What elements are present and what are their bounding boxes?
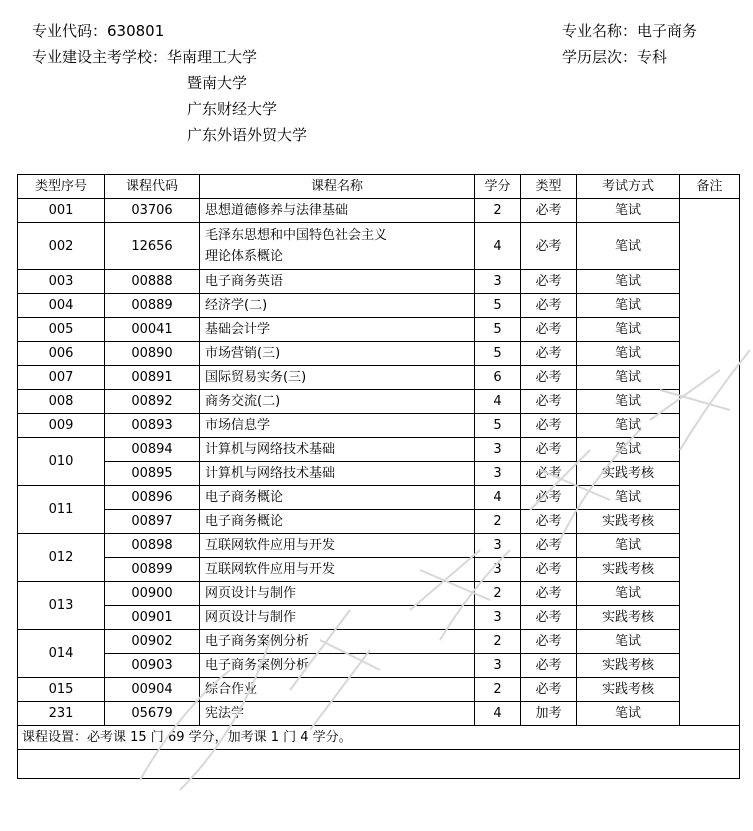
course-name-line: 互联网软件应用与开发 [205, 538, 336, 553]
course-name-line: 基础会计学 [205, 322, 271, 337]
school-name: 华南理工大学 [167, 48, 258, 66]
course-name-line: 经济学(二) [205, 298, 268, 313]
cell-exam: 实践考核 [577, 654, 680, 678]
cell-code: 00891 [105, 366, 200, 390]
cell-seq: 014 [18, 630, 105, 678]
header-right [562, 18, 697, 70]
cell-credit: 3 [475, 606, 521, 630]
cell-exam: 笔试 [577, 390, 680, 414]
course-name-line: 市场营销(三) [205, 346, 281, 361]
cell-seq: 009 [18, 414, 105, 438]
cell-credit: 2 [475, 630, 521, 654]
course-name-line: 国际贸易实务(三) [205, 370, 307, 385]
course-name-line: 宪法学 [205, 706, 245, 721]
table-row [18, 678, 740, 702]
major-name: 专业名称：电子商务 [562, 22, 698, 40]
table-row [18, 654, 740, 678]
cell-exam: 笔试 [577, 534, 680, 558]
cell-credit: 4 [475, 486, 521, 510]
table-row [18, 630, 740, 654]
cell-seq: 231 [18, 702, 105, 726]
header-left [32, 18, 307, 148]
cell-credit: 4 [475, 223, 521, 270]
cell-name [200, 390, 475, 414]
cell-type: 必考 [521, 223, 577, 270]
table-row [18, 270, 740, 294]
course-name-line: 电子商务案例分析 [205, 658, 310, 673]
cell-exam: 笔试 [577, 438, 680, 462]
cell-code: 00895 [105, 462, 200, 486]
cell-credit: 5 [475, 342, 521, 366]
table-row [18, 558, 740, 582]
table-row [18, 606, 740, 630]
cell-exam: 笔试 [577, 414, 680, 438]
course-table [17, 174, 740, 779]
cell-exam: 实践考核 [577, 678, 680, 702]
cell-name [200, 199, 475, 223]
cell-credit: 3 [475, 438, 521, 462]
major-code: 专业代码：630801 [32, 22, 165, 40]
cell-code: 00900 [105, 582, 200, 606]
cell-seq: 004 [18, 294, 105, 318]
cell-type: 必考 [521, 678, 577, 702]
cell-code: 00041 [105, 318, 200, 342]
schools-first-line [32, 44, 307, 70]
col-header: 备注 [680, 175, 740, 199]
education-level: 学历层次：专科 [562, 48, 668, 66]
cell-code: 00904 [105, 678, 200, 702]
table-row [18, 390, 740, 414]
cell-seq: 005 [18, 318, 105, 342]
cell-seq: 012 [18, 534, 105, 582]
table-row [18, 318, 740, 342]
cell-exam: 笔试 [577, 702, 680, 726]
cell-name [200, 438, 475, 462]
summary-row [18, 726, 740, 750]
cell-type: 必考 [521, 654, 577, 678]
cell-credit: 5 [475, 414, 521, 438]
cell-type: 必考 [521, 462, 577, 486]
course-name-line: 电子商务概论 [205, 490, 284, 505]
schools-label: 专业建设主考学校： [32, 48, 168, 66]
cell-exam: 笔试 [577, 342, 680, 366]
cell-type: 必考 [521, 558, 577, 582]
cell-name [200, 462, 475, 486]
cell-name [200, 223, 475, 270]
cell-exam: 实践考核 [577, 510, 680, 534]
cell-seq: 011 [18, 486, 105, 534]
cell-credit: 3 [475, 534, 521, 558]
course-name-line: 综合作业 [205, 682, 258, 697]
cell-code: 00892 [105, 390, 200, 414]
table-body [18, 199, 740, 779]
cell-type: 必考 [521, 606, 577, 630]
cell-credit: 4 [475, 702, 521, 726]
cell-exam: 笔试 [577, 318, 680, 342]
course-name-line: 市场信息学 [205, 418, 271, 433]
table-row [18, 462, 740, 486]
cell-credit: 3 [475, 462, 521, 486]
cell-exam: 笔试 [577, 582, 680, 606]
cell-name [200, 606, 475, 630]
cell-code: 00889 [105, 294, 200, 318]
cell-code: 00902 [105, 630, 200, 654]
cell-code: 05679 [105, 702, 200, 726]
school-name: 暨南大学 [187, 74, 248, 92]
cell-name [200, 414, 475, 438]
cell-type: 必考 [521, 294, 577, 318]
cell-remark [680, 199, 740, 726]
empty-row [18, 750, 740, 779]
table-row [18, 534, 740, 558]
cell-credit: 5 [475, 318, 521, 342]
cell-type: 必考 [521, 414, 577, 438]
school-name: 广东外语外贸大学 [187, 126, 308, 144]
cell-name [200, 654, 475, 678]
table-row [18, 342, 740, 366]
cell-name [200, 366, 475, 390]
cell-seq: 013 [18, 582, 105, 630]
cell-credit: 3 [475, 270, 521, 294]
cell-credit: 4 [475, 390, 521, 414]
col-header: 课程代码 [105, 175, 200, 199]
table-row [18, 702, 740, 726]
cell-code: 00896 [105, 486, 200, 510]
course-name-line: 理论体系概论 [205, 249, 284, 264]
cell-exam: 实践考核 [577, 462, 680, 486]
col-header: 类型序号 [18, 175, 105, 199]
cell-code: 00893 [105, 414, 200, 438]
cell-exam: 实践考核 [577, 606, 680, 630]
cell-name [200, 486, 475, 510]
course-name-line: 计算机与网络技术基础 [205, 466, 336, 481]
cell-type: 必考 [521, 534, 577, 558]
cell-exam: 笔试 [577, 366, 680, 390]
cell-code: 00899 [105, 558, 200, 582]
cell-code: 00897 [105, 510, 200, 534]
cell-type: 必考 [521, 486, 577, 510]
cell-name [200, 630, 475, 654]
cell-credit: 2 [475, 510, 521, 534]
cell-code: 00890 [105, 342, 200, 366]
cell-credit: 6 [475, 366, 521, 390]
cell-seq: 006 [18, 342, 105, 366]
cell-name [200, 510, 475, 534]
cell-type: 加考 [521, 702, 577, 726]
cell-seq: 001 [18, 199, 105, 223]
cell-credit: 2 [475, 582, 521, 606]
cell-name [200, 702, 475, 726]
cell-code: 00898 [105, 534, 200, 558]
cell-name [200, 534, 475, 558]
cell-name [200, 678, 475, 702]
cell-name [200, 342, 475, 366]
course-name-line: 电子商务案例分析 [205, 634, 310, 649]
cell-type: 必考 [521, 390, 577, 414]
cell-seq: 007 [18, 366, 105, 390]
cell-exam: 笔试 [577, 199, 680, 223]
cell-exam: 实践考核 [577, 558, 680, 582]
cell-credit: 3 [475, 654, 521, 678]
cell-type: 必考 [521, 199, 577, 223]
col-header: 考试方式 [577, 175, 680, 199]
course-name-line: 网页设计与制作 [205, 610, 297, 625]
cell-type: 必考 [521, 510, 577, 534]
course-name-line: 电子商务概论 [205, 514, 284, 529]
cell-seq: 002 [18, 223, 105, 270]
cell-type: 必考 [521, 438, 577, 462]
cell-code: 00894 [105, 438, 200, 462]
cell-exam: 笔试 [577, 630, 680, 654]
table-row [18, 366, 740, 390]
cell-name [200, 582, 475, 606]
cell-credit: 2 [475, 199, 521, 223]
cell-name [200, 558, 475, 582]
cell-type: 必考 [521, 270, 577, 294]
cell-exam: 笔试 [577, 223, 680, 270]
cell-credit: 3 [475, 558, 521, 582]
cell-seq: 015 [18, 678, 105, 702]
cell-type: 必考 [521, 630, 577, 654]
cell-code: 00901 [105, 606, 200, 630]
cell-credit: 2 [475, 678, 521, 702]
course-name-line: 电子商务英语 [205, 274, 284, 289]
course-name-line: 互联网软件应用与开发 [205, 562, 336, 577]
school-name: 广东财经大学 [187, 100, 278, 118]
cell-code: 00903 [105, 654, 200, 678]
empty-cell [18, 750, 740, 779]
cell-type: 必考 [521, 366, 577, 390]
cell-code: 12656 [105, 223, 200, 270]
col-header: 学分 [475, 175, 521, 199]
table-row [18, 486, 740, 510]
cell-type: 必考 [521, 342, 577, 366]
table-row [18, 199, 740, 223]
col-header: 课程名称 [200, 175, 475, 199]
course-name-line: 商务交流(二) [205, 394, 281, 409]
cell-exam: 笔试 [577, 486, 680, 510]
cell-code: 00888 [105, 270, 200, 294]
col-header: 类型 [521, 175, 577, 199]
course-name-line: 思想道德修养与法律基础 [205, 203, 349, 218]
table-row [18, 582, 740, 606]
cell-seq: 008 [18, 390, 105, 414]
cell-name [200, 270, 475, 294]
cell-name [200, 318, 475, 342]
course-summary: 课程设置：必考课 15 门 69 学分，加考课 1 门 4 学分。 [18, 726, 740, 750]
cell-type: 必考 [521, 318, 577, 342]
course-name-line: 网页设计与制作 [205, 586, 297, 601]
table-row [18, 294, 740, 318]
cell-seq: 010 [18, 438, 105, 486]
table-row [18, 510, 740, 534]
course-name-line: 计算机与网络技术基础 [205, 442, 336, 457]
course-name-line: 毛泽东思想和中国特色社会主义 [205, 228, 388, 243]
cell-code: 03706 [105, 199, 200, 223]
table-row [18, 438, 740, 462]
table-row [18, 414, 740, 438]
cell-exam: 笔试 [577, 270, 680, 294]
cell-name [200, 294, 475, 318]
cell-type: 必考 [521, 582, 577, 606]
table-header-row [18, 175, 740, 199]
cell-exam: 笔试 [577, 294, 680, 318]
table-row [18, 223, 740, 270]
cell-credit: 5 [475, 294, 521, 318]
cell-seq: 003 [18, 270, 105, 294]
